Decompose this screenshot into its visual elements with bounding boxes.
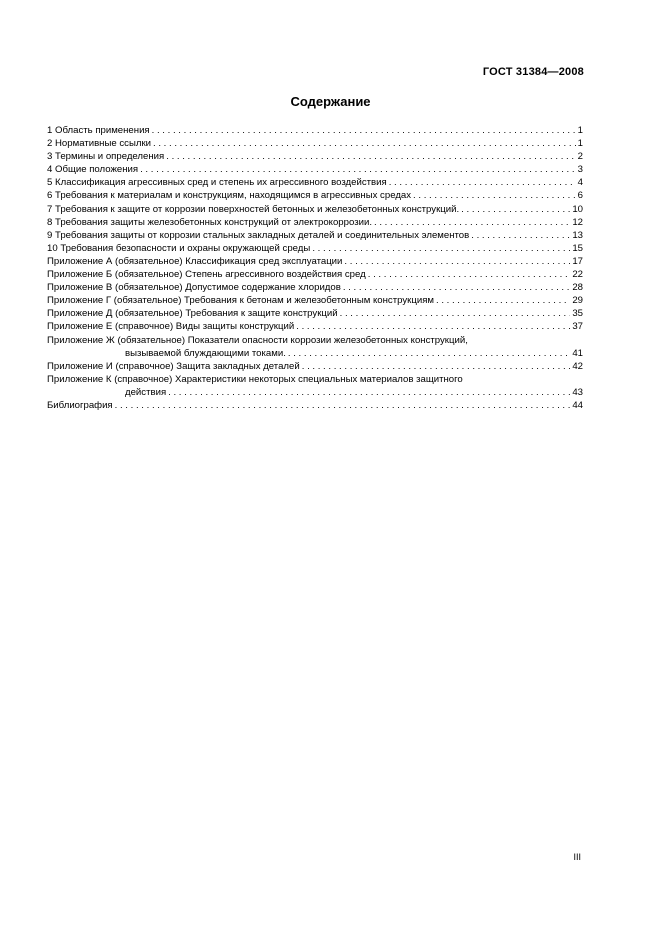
toc-entry-k[interactable] bbox=[47, 386, 583, 399]
toc-leader-dots bbox=[312, 242, 570, 255]
toc-entry-label: 8 Требования защиты железобетонных конструкций от электрокоррозии. bbox=[47, 216, 372, 228]
toc-entry-label: Библиография bbox=[47, 399, 113, 411]
toc-entry[interactable] bbox=[47, 150, 583, 163]
toc-entry-label: 10 Требования безопасности и охраны окружающей среды bbox=[47, 242, 311, 254]
toc-entry[interactable] bbox=[47, 137, 583, 150]
toc-entry[interactable] bbox=[47, 189, 583, 202]
toc-leader-dots bbox=[344, 255, 570, 268]
toc-entry[interactable] bbox=[47, 216, 583, 229]
toc-entry-label: 7 Требования к защите от коррозии поверхностей бетонных и железобетонных конструкций. bbox=[47, 203, 460, 215]
toc-entry[interactable] bbox=[47, 203, 583, 216]
toc-entry-page: 2 bbox=[577, 151, 583, 163]
toc-entry[interactable] bbox=[47, 124, 583, 137]
document-code: ГОСТ 31384—2008 bbox=[482, 66, 584, 78]
toc-leader-dots bbox=[343, 281, 570, 294]
toc-entry-page: 3 bbox=[577, 164, 583, 176]
toc-entry[interactable] bbox=[47, 281, 583, 294]
toc-entry[interactable] bbox=[47, 242, 583, 255]
toc-leader-dots bbox=[340, 307, 571, 320]
toc-entry-page: 35 bbox=[572, 308, 583, 320]
toc-entry[interactable] bbox=[47, 163, 583, 176]
toc-leader-dots bbox=[166, 150, 575, 163]
toc-leader-dots bbox=[152, 124, 576, 137]
toc-entry-label: Приложение Г (обязательное) Требования к бетонам и железобетонным конструкциям bbox=[47, 295, 434, 307]
toc-leader-dots bbox=[461, 203, 570, 216]
toc-entry-page: 41 bbox=[572, 347, 583, 359]
toc-leader-dots bbox=[115, 399, 571, 412]
toc-entry[interactable] bbox=[47, 255, 583, 268]
toc-entry-label: Приложение И (справочное) Защита закладных деталей bbox=[47, 360, 300, 372]
toc-leader-dots bbox=[296, 320, 570, 333]
toc-entry[interactable] bbox=[47, 268, 583, 281]
toc-entry-page: 43 bbox=[572, 386, 583, 398]
toc-entry-bibliography[interactable] bbox=[47, 399, 583, 412]
toc-entry-page: 6 bbox=[577, 190, 583, 202]
toc-entry-page: 4 bbox=[577, 177, 583, 189]
toc-entry-page: 37 bbox=[572, 321, 583, 333]
toc-entry-page: 10 bbox=[572, 203, 583, 215]
toc-entry-page: 29 bbox=[572, 295, 583, 307]
toc-entry-label: 1 Область применения bbox=[47, 125, 150, 136]
toc-entry-label: действия bbox=[125, 386, 167, 398]
toc-entry-page: 13 bbox=[572, 229, 583, 241]
page-number: III bbox=[573, 852, 581, 862]
toc-entry-page: 15 bbox=[572, 242, 583, 254]
toc-entry-k-line1: Приложение К (справочное) Характеристики некоторых специальных материалов защитного bbox=[47, 373, 463, 385]
toc-leader-dots bbox=[471, 229, 570, 242]
toc-entry-label: Приложение Б (обязательное) Степень агрессивного воздействия сред bbox=[47, 269, 366, 281]
toc-entry-label: Приложение Д (обязательное) Требования к защите конструкций bbox=[47, 308, 338, 320]
toc-leader-dots bbox=[436, 294, 570, 307]
toc-entry-i[interactable] bbox=[47, 360, 583, 373]
toc-entry-page: 17 bbox=[572, 255, 583, 267]
toc-entry-page: 1 bbox=[577, 125, 583, 136]
toc-entry-label: вызываемой блуждающими токами. bbox=[125, 347, 286, 359]
toc-title: Содержание bbox=[290, 94, 371, 109]
toc-leader-dots bbox=[374, 216, 570, 229]
toc-leader-dots bbox=[368, 268, 571, 281]
toc-entry-page: 44 bbox=[572, 399, 583, 411]
toc-entry-label: Приложение А (обязательное) Классификация сред эксплуатации bbox=[47, 255, 343, 267]
toc-entry-page: 22 bbox=[572, 269, 583, 281]
toc-leader-dots bbox=[302, 360, 571, 373]
toc-entry-label: 3 Термины и определения bbox=[47, 151, 165, 163]
toc-entry[interactable] bbox=[47, 229, 583, 242]
toc-leader-dots bbox=[140, 163, 576, 176]
toc-entry-page: 1 bbox=[577, 138, 583, 150]
toc-leader-dots bbox=[168, 386, 570, 399]
toc-entry[interactable] bbox=[47, 294, 583, 307]
toc-leader-dots bbox=[153, 137, 576, 150]
toc-entry-label: 4 Общие положения bbox=[47, 164, 139, 176]
toc-entry[interactable] bbox=[47, 176, 583, 189]
toc-entry-label: Приложение Е (справочное) Виды защиты конструкций bbox=[47, 321, 295, 333]
toc-leader-dots bbox=[288, 347, 570, 360]
toc-entry-zh[interactable] bbox=[47, 347, 583, 360]
toc-entry-label: 2 Нормативные ссылки bbox=[47, 138, 152, 150]
table-of-contents bbox=[47, 124, 583, 412]
toc-entry[interactable] bbox=[47, 307, 583, 320]
toc-leader-dots bbox=[413, 189, 576, 202]
toc-entry-label: 6 Требования к материалам и конструкциям, находящимся в агрессивных средах bbox=[47, 190, 412, 202]
toc-entry-label: 5 Классификация агрессивных сред и степень их агрессивного воздействия bbox=[47, 177, 387, 189]
toc-entry-zh-line1: Приложение Ж (обязательное) Показатели опасности коррозии железобетонных конструкций, bbox=[47, 334, 468, 346]
toc-entry[interactable] bbox=[47, 320, 583, 333]
toc-entry-page: 42 bbox=[572, 360, 583, 372]
toc-entry-label: 9 Требования защиты от коррозии стальных закладных деталей и соединительных элементов bbox=[47, 229, 470, 241]
toc-leader-dots bbox=[389, 176, 576, 189]
toc-entry-label: Приложение В (обязательное) Допустимое содержание хлоридов bbox=[47, 282, 341, 294]
toc-entry-page: 28 bbox=[572, 282, 583, 294]
toc-entry-page: 12 bbox=[572, 216, 583, 228]
